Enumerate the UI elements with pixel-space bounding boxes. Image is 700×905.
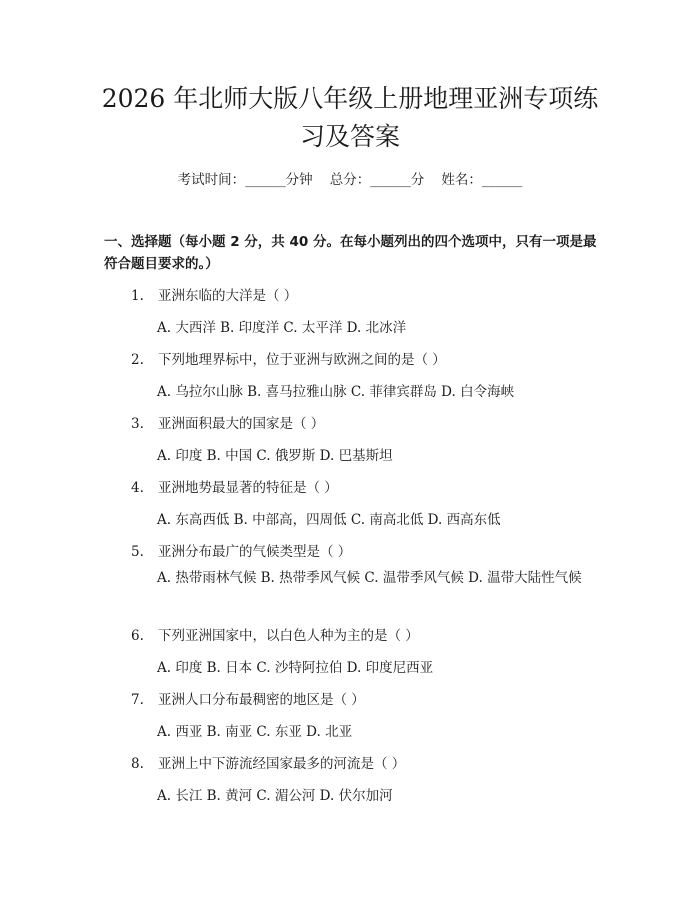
question-1 [131, 284, 297, 304]
question-text: 下列地理界标中，位于亚洲与欧洲之间的是（ ） [158, 352, 446, 368]
title-line-1: 2026 年北师大版八年级上册地理亚洲专项练 [101, 84, 599, 113]
question-6-options: A. 印度 B. 日本 C. 沙特阿拉伯 D. 印度尼西亚 [157, 660, 434, 676]
question-7 [131, 688, 365, 708]
question-number: 1. [131, 288, 144, 304]
question-number: 6. [131, 628, 144, 644]
question-text: 亚洲东临的大洋是（ ） [158, 288, 298, 304]
question-3-options: A. 印度 B. 中国 C. 俄罗斯 D. 巴基斯坦 [157, 448, 393, 464]
exam-info-line: 考试时间：______分钟 总分：______分 姓名：______ [177, 172, 523, 188]
question-3 [131, 412, 324, 432]
question-6 [131, 624, 419, 644]
question-text: 亚洲地势最显著的特征是（ ） [158, 480, 338, 496]
question-1-options: A. 大西洋 B. 印度洋 C. 太平洋 D. 北冰洋 [157, 320, 407, 336]
question-2-options: A. 乌拉尔山脉 B. 喜马拉雅山脉 C. 菲律宾群岛 D. 白令海峡 [157, 384, 515, 400]
question-text: 亚洲上中下游流经国家最多的河流是（ ） [158, 756, 406, 772]
section-heading: 一、选择题（每小题 2 分，共 40 分。在每小题列出的四个选项中，只有一项是最符合题目要求的。） [104, 234, 597, 272]
question-5-options: A. 热带雨林气候 B. 热带季风气候 C. 温带季风气候 D. 温带大陆性气候 [157, 570, 582, 586]
question-2 [131, 348, 446, 368]
question-5 [131, 540, 351, 560]
question-4 [131, 476, 338, 496]
question-8-options: A. 长江 B. 黄河 C. 湄公河 D. 伏尔加河 [157, 788, 393, 804]
question-number: 3. [131, 416, 144, 432]
question-text: 下列亚洲国家中，以白色人种为主的是（ ） [158, 628, 419, 644]
question-4-options: A. 东高西低 B. 中部高，四周低 C. 南高北低 D. 西高东低 [157, 512, 501, 528]
question-number: 7. [131, 692, 144, 708]
question-text: 亚洲面积最大的国家是（ ） [158, 416, 325, 432]
title-line-2: 习及答案 [299, 122, 400, 151]
question-number: 4. [131, 480, 144, 496]
question-7-options: A. 西亚 B. 南亚 C. 东亚 D. 北亚 [157, 724, 353, 740]
question-text: 亚洲人口分布最稠密的地区是（ ） [158, 692, 365, 708]
question-number: 5. [131, 544, 144, 560]
question-text: 亚洲分布最广的气候类型是（ ） [158, 544, 352, 560]
question-number: 8. [131, 756, 144, 772]
document-title [60, 80, 640, 156]
question-number: 2. [131, 352, 144, 368]
question-8 [131, 752, 405, 772]
